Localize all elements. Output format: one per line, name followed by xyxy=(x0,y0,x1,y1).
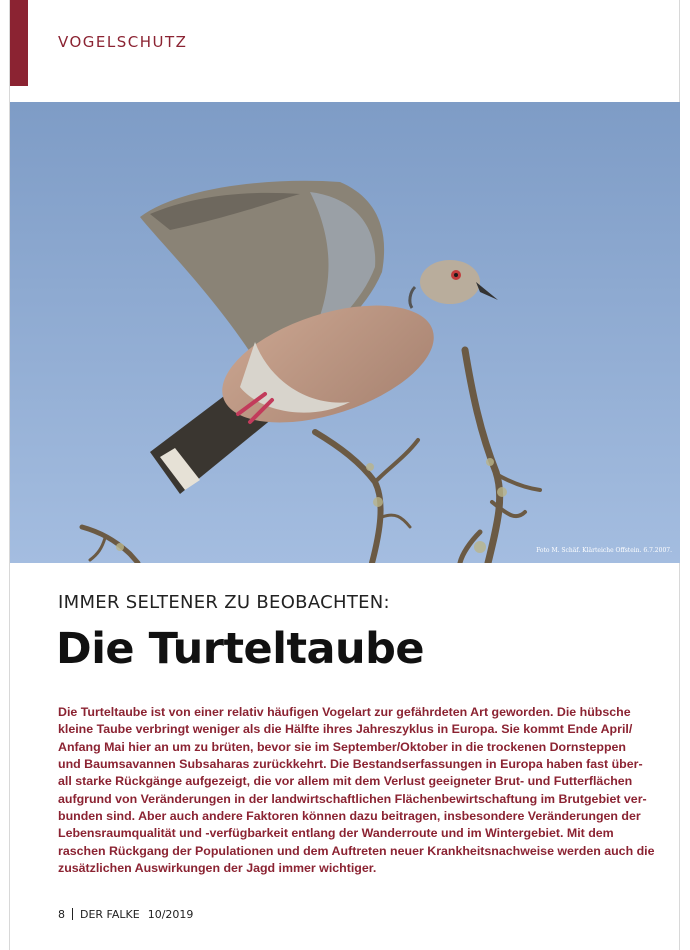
section-accent-bar xyxy=(10,0,28,86)
lead-line: kleine Taube verbringt weniger als die Hälfte ihres Jahreszyklus in Europa. Sie kommt Ende April/ xyxy=(58,722,633,737)
lead-line: raschen Rückgang der Populationen und dem Auftreten neuer Krankheitsnachweise werden auch die xyxy=(58,843,655,858)
article-photo xyxy=(10,102,680,563)
lead-line: zusätzlichen Auswirkungen der Jagd immer wichtiger. xyxy=(58,861,377,876)
lead-line: Anfang Mai hier an um zu brüten, bevor sie im September/Oktober in die trockenen Dornsteppen xyxy=(58,739,627,754)
article-kicker: IMMER SELTENER ZU BEOBACHTEN: xyxy=(58,592,390,613)
footer-divider xyxy=(72,908,73,920)
lead-line: aufgrund von Veränderungen in der landwirtschaftlichen Flächenbewirtschaftung im Brutgebiet ver- xyxy=(58,791,647,806)
section-label: VOGELSCHUTZ xyxy=(58,33,188,51)
lead-line: Lebensraumqualität und -verfügbarkeit entlang der Wanderroute und im Wintergebiet. Mit dem xyxy=(58,826,614,841)
lead-line: Die Turteltaube ist von einer relativ häufigen Vogelart zur gefährdeten Art geworden. Die hübsche xyxy=(58,705,631,719)
page-footer xyxy=(58,908,193,921)
article-lead xyxy=(58,704,674,877)
page-number: 8 xyxy=(58,908,65,921)
photo-credit: Foto M. Schäf. Klärteiche Offstein. 6.7.2007. xyxy=(536,547,672,554)
magazine-name: DER FALKE xyxy=(80,908,140,921)
article-title: Die Turteltaube xyxy=(56,624,425,674)
lead-line: und Baumsavannen Subsaharas zurückkehrt. Die Bestandserfassungen in Europa haben fast über- xyxy=(58,757,643,772)
turtle-dove-illustration xyxy=(10,102,680,563)
lead-line: all starke Rückgänge aufgezeigt, die vor allem mit dem Verlust geeigneter Brut- und Futterflächen xyxy=(58,774,633,789)
lead-line: bunden sind. Aber auch andere Faktoren können dazu beitragen, insbesondere Veränderungen der xyxy=(58,809,641,824)
issue-number: 10/2019 xyxy=(147,908,194,921)
